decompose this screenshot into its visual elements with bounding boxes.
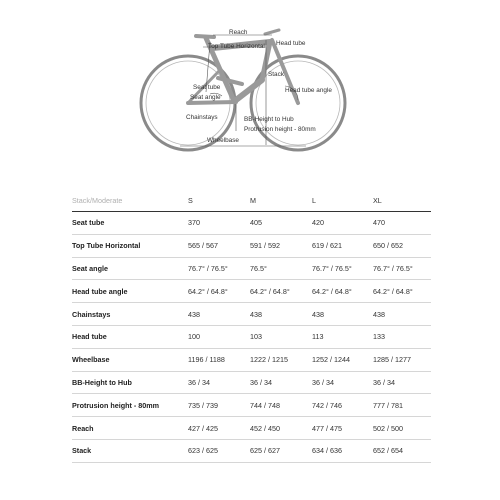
table-row (72, 417, 431, 440)
table-cell: 1196 / 1188 (188, 348, 250, 371)
table-cell: 438 (312, 303, 373, 326)
table-cell: 623 / 625 (188, 439, 250, 462)
table-row (72, 212, 431, 235)
table-cell: 103 (250, 325, 312, 348)
diagram-label-seat-angle: Seat angle (190, 94, 221, 101)
table-cell: 565 / 567 (188, 234, 250, 257)
table-corner-label: Stack/Moderate (72, 189, 188, 212)
table-cell: 735 / 739 (188, 394, 250, 417)
table-row (72, 303, 431, 326)
table-cell: 591 / 592 (250, 234, 312, 257)
table-cell: 427 / 425 (188, 417, 250, 440)
table-row (72, 257, 431, 280)
table-cell: 420 (312, 212, 373, 235)
table-cell: 36 / 34 (373, 371, 431, 394)
table-row (72, 234, 431, 257)
diagram-label-wheelbase: Wheelbase (207, 137, 239, 144)
size-header: L (312, 189, 373, 212)
table-cell: 650 / 652 (373, 234, 431, 257)
table-body (72, 212, 431, 463)
table-cell: 64.2° / 64.8° (250, 280, 312, 303)
diagram-label-head-tube-angle: Head tube angle (285, 87, 332, 94)
row-label: Head tube (72, 325, 188, 348)
table-cell: 452 / 450 (250, 417, 312, 440)
row-label: Protrusion height - 80mm (72, 394, 188, 417)
table-row (72, 280, 431, 303)
geometry-table (72, 189, 431, 463)
table-cell: 64.2° / 64.8° (188, 280, 250, 303)
table-cell: 76.5° (250, 257, 312, 280)
table-cell: 113 (312, 325, 373, 348)
size-header: S (188, 189, 250, 212)
table-cell: 438 (373, 303, 431, 326)
table-cell: 36 / 34 (250, 371, 312, 394)
diagram-label-bb-height-to-hub: BB-Height to Hub (244, 116, 294, 123)
table-cell: 744 / 748 (250, 394, 312, 417)
diagram-label-top-tube-horizontal: Top Tube Horizontal (208, 43, 265, 50)
table-cell: 405 (250, 212, 312, 235)
table-cell: 100 (188, 325, 250, 348)
bike-geometry-diagram (0, 0, 500, 160)
row-label: Top Tube Horizontal (72, 234, 188, 257)
table-cell: 64.2° / 64.8° (373, 280, 431, 303)
table-cell: 634 / 636 (312, 439, 373, 462)
row-label: Wheelbase (72, 348, 188, 371)
table-cell: 1222 / 1215 (250, 348, 312, 371)
diagram-label-reach: Reach (229, 29, 248, 36)
table-cell: 438 (188, 303, 250, 326)
table-cell: 76.7° / 76.5° (188, 257, 250, 280)
row-label: Chainstays (72, 303, 188, 326)
size-header: XL (373, 189, 431, 212)
table-cell: 370 (188, 212, 250, 235)
row-label: Stack (72, 439, 188, 462)
row-label: BB-Height to Hub (72, 371, 188, 394)
diagram-label-protrusion-height: Protrusion height - 80mm (244, 126, 316, 133)
table-cell: 777 / 781 (373, 394, 431, 417)
row-label: Seat tube (72, 212, 188, 235)
table-row (72, 325, 431, 348)
table-cell: 133 (373, 325, 431, 348)
table-cell: 1252 / 1244 (312, 348, 373, 371)
table-cell: 502 / 500 (373, 417, 431, 440)
diagram-label-stack: Stack (268, 71, 284, 78)
table-row (72, 348, 431, 371)
table-cell: 470 (373, 212, 431, 235)
table-cell: 625 / 627 (250, 439, 312, 462)
table-cell: 742 / 746 (312, 394, 373, 417)
row-label: Seat angle (72, 257, 188, 280)
table-header-row (72, 189, 431, 212)
table-cell: 64.2° / 64.8° (312, 280, 373, 303)
table-cell: 36 / 34 (188, 371, 250, 394)
diagram-label-head-tube: Head tube (276, 40, 306, 47)
diagram-label-chainstays: Chainstays (186, 114, 218, 121)
table-row (72, 394, 431, 417)
row-label: Head tube angle (72, 280, 188, 303)
table-cell: 652 / 654 (373, 439, 431, 462)
diagram-label-seat-tube: Seat tube (193, 84, 221, 91)
table-cell: 76.7° / 76.5° (312, 257, 373, 280)
table-row (72, 371, 431, 394)
table-cell: 438 (250, 303, 312, 326)
size-header: M (250, 189, 312, 212)
row-label: Reach (72, 417, 188, 440)
table-cell: 76.7° / 76.5° (373, 257, 431, 280)
table-row (72, 439, 431, 462)
table-cell: 477 / 475 (312, 417, 373, 440)
table-cell: 36 / 34 (312, 371, 373, 394)
table-cell: 1285 / 1277 (373, 348, 431, 371)
table-cell: 619 / 621 (312, 234, 373, 257)
